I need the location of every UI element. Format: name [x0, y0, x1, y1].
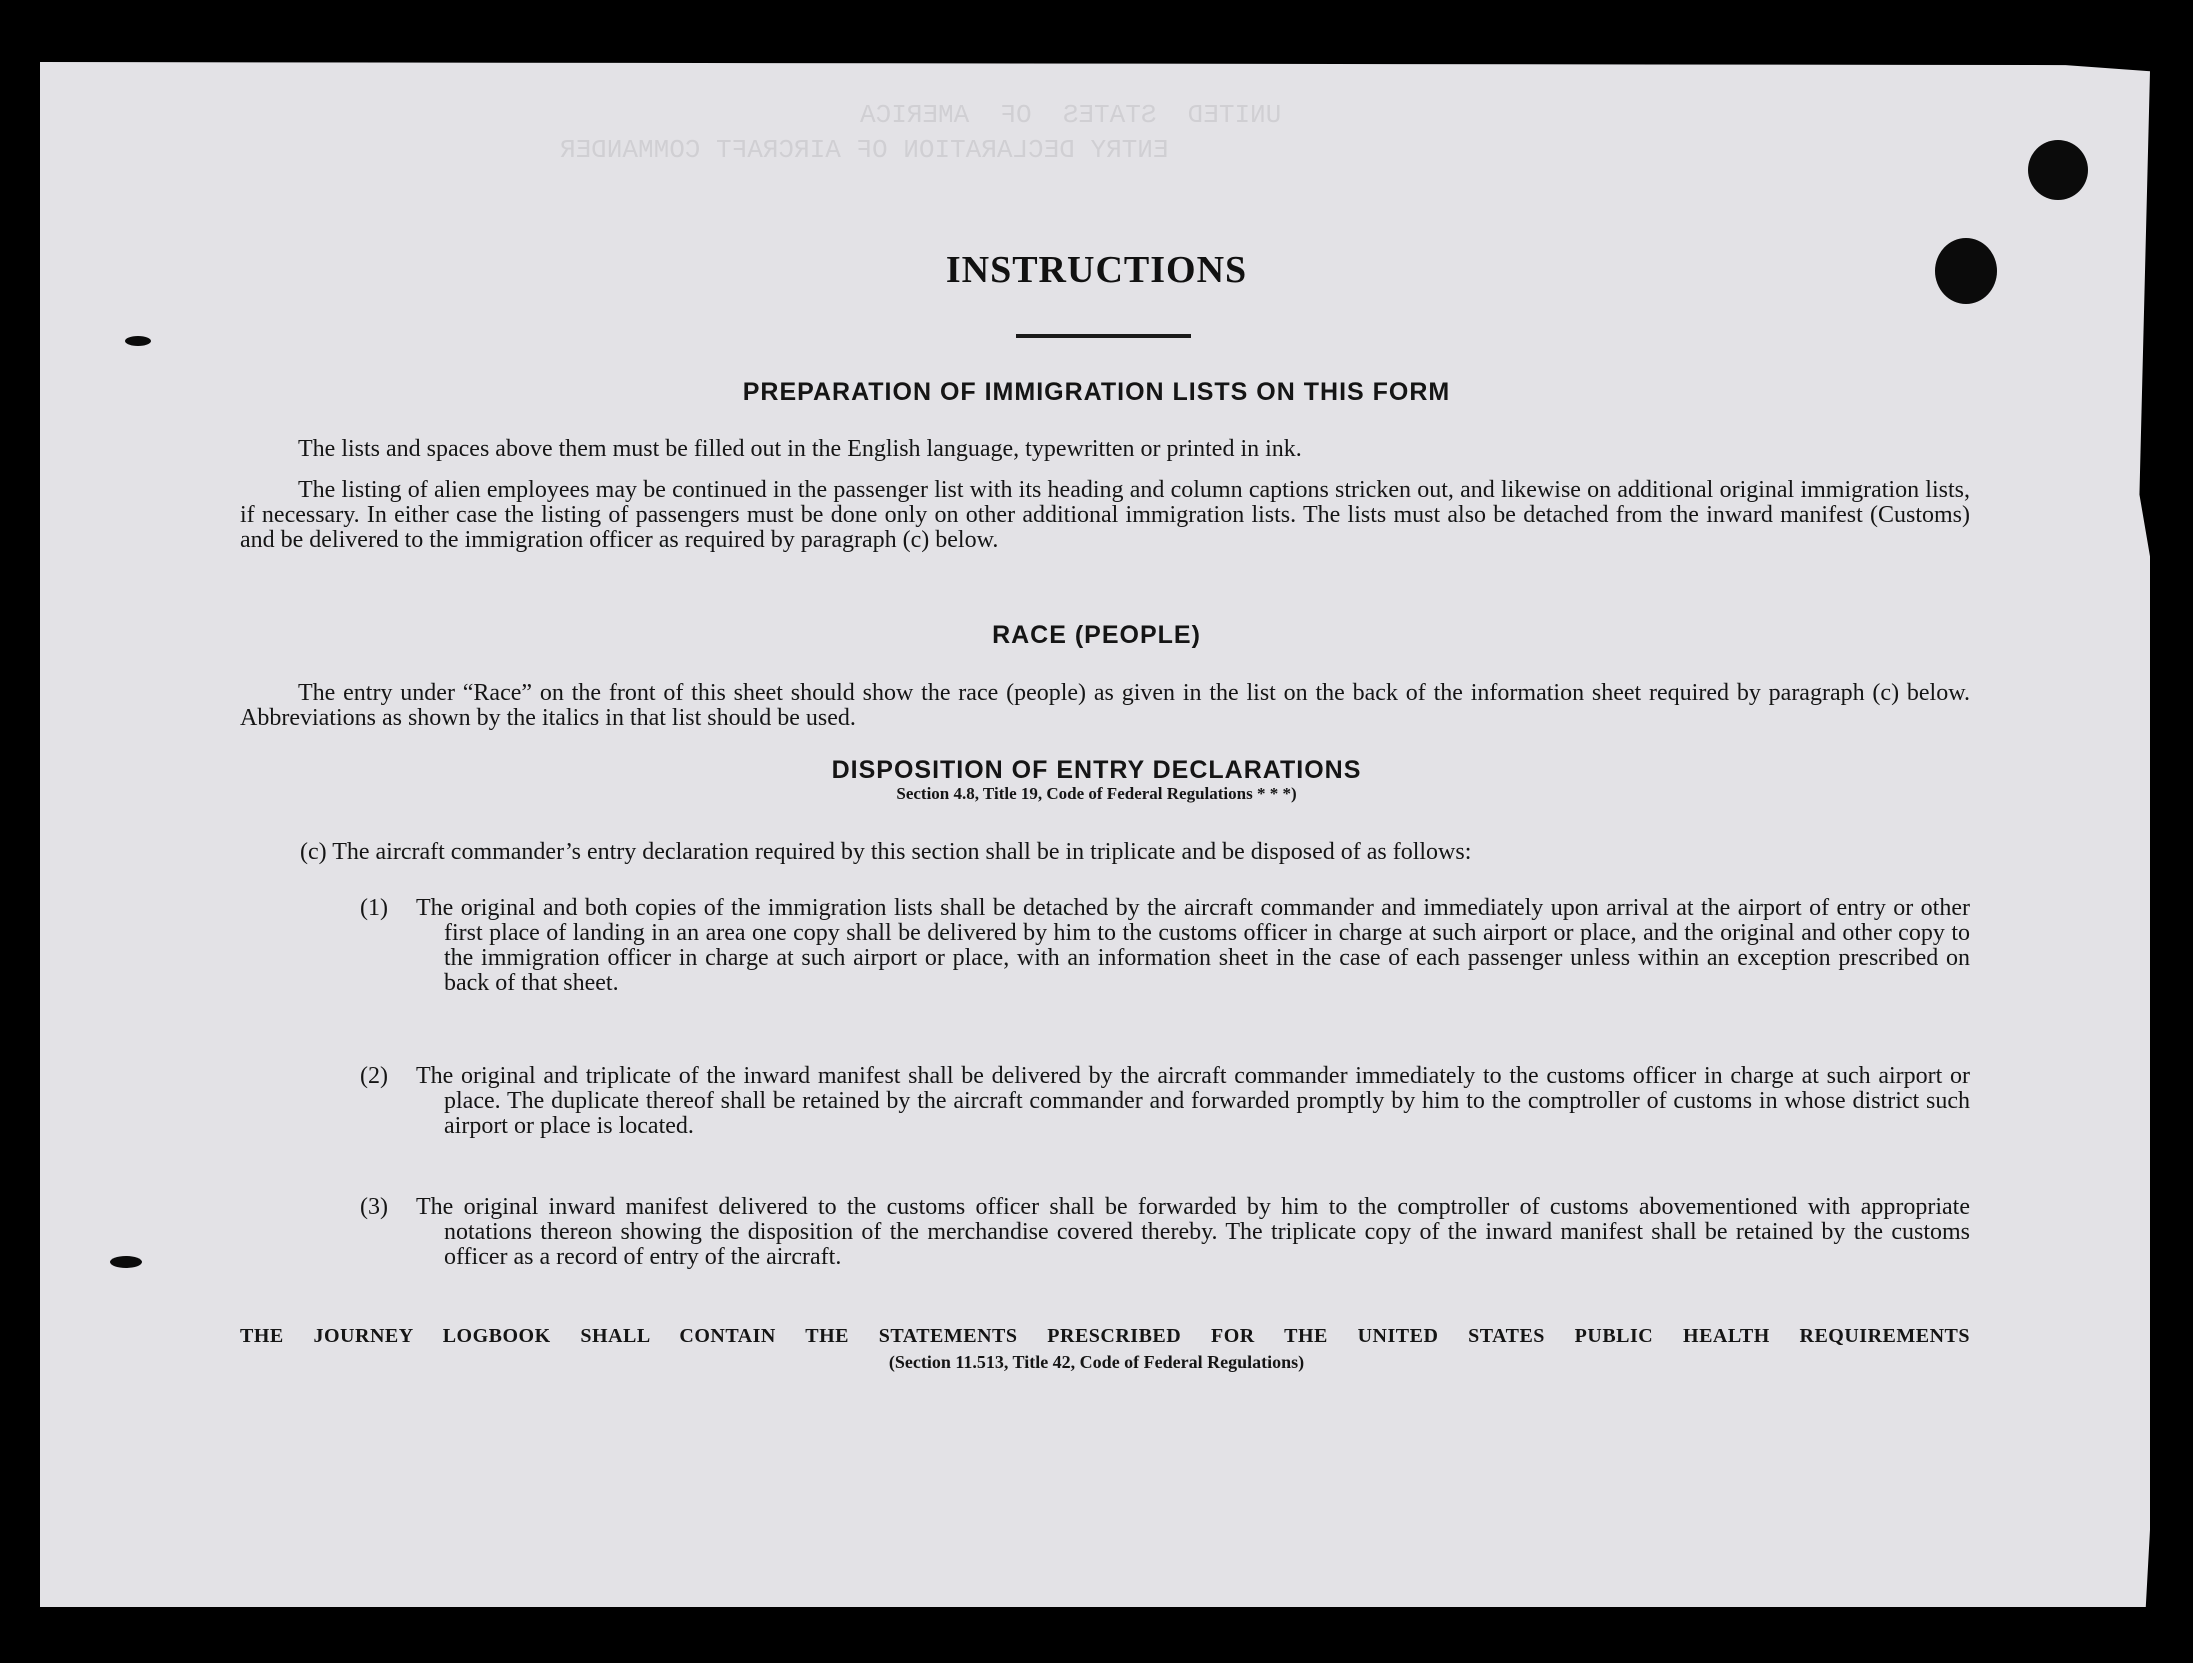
footer-requirement: THE JOURNEY LOGBOOK SHALL CONTAIN THE STATEMENTS PRESCRIBED FOR THE UNITED STATES PUBLIC HEALTH REQUIREMENTS: [240, 1325, 1970, 1347]
preparation-paragraph-2: The listing of alien employees may be continued in the passenger list with its heading and column captions stricken out, and likewise on additional original immigration lists, if necessary. In either case the listing of passengers must be done only on other additional immigration lists. The lists must also be detached from the inward manifest (Customs) and be delivered to the immigration officer as required by paragraph (c) below.: [240, 477, 1970, 553]
punch-hole-mark: [2028, 140, 2088, 200]
title-underline: [1016, 334, 1191, 338]
preparation-paragraph-1: The lists and spaces above them must be filled out in the English language, typewritten or printed in ink.: [298, 436, 1302, 462]
item-text: The original inward manifest delivered to the customs officer shall be forwarded by him to the comptroller of customs abovementioned with appropriate notations thereon showing the disposition of the merchandise covered thereby. The triplicate copy of the inward manifest shall be retained by the customs officer as a record of entry of the aircraft.: [416, 1194, 1970, 1270]
show-through-text-2: ENTRY DECLARATION OF AIRCRAFT COMMANDER: [560, 135, 1169, 165]
item-number: (3): [360, 1194, 388, 1220]
item-text: The original and both copies of the immigration lists shall be detached by the aircraft commander and immediately upon arrival at the airport of entry or other first place of landing in an area one copy shall be delivered by him to the customs officer in charge at such airport or place, and the original and other copy to the immigration officer in charge at such airport or place, with an information sheet in the case of each passenger unless within an exception prescribed on back of that sheet.: [416, 895, 1970, 996]
edge-mark: [110, 1256, 142, 1268]
section-heading-disposition: DISPOSITION OF ENTRY DECLARATIONS: [831, 756, 1362, 784]
footer-citation: (Section 11.513, Title 42, Code of Federal Regulations): [888, 1352, 1305, 1372]
disposition-item-3: [360, 1195, 1970, 1270]
item-number: (1): [360, 895, 388, 921]
item-text: The original and triplicate of the inward manifest shall be delivered by the aircraft commander immediately to the customs officer in charge at such airport or place. The duplicate thereof shall be retained by the aircraft commander and forwarded promptly by him to the comptroller of customs in whose district such airport or place is located.: [416, 1063, 1970, 1139]
disposition-citation: Section 4.8, Title 19, Code of Federal Regulations * * *): [896, 784, 1297, 803]
section-heading-race: RACE (PEOPLE): [992, 621, 1201, 649]
item-number: (2): [360, 1063, 388, 1089]
show-through-text: UNITED STATES OF AMERICA: [860, 100, 1282, 130]
document-sheet: [40, 62, 2150, 1607]
disposition-item-2: [360, 1064, 1970, 1139]
edge-mark: [125, 336, 151, 346]
section-heading-preparation: PREPARATION OF IMMIGRATION LISTS ON THIS FORM: [742, 378, 1451, 406]
page-title: INSTRUCTIONS: [945, 249, 1248, 291]
disposition-item-1: [360, 896, 1970, 996]
disposition-intro: (c) The aircraft commander’s entry declaration required by this section shall be in triplicate and be disposed of as follows:: [300, 839, 1472, 865]
race-paragraph: The entry under “Race” on the front of this sheet should show the race (people) as given in the list on the back of the information sheet required by paragraph (c) below. Abbreviations as shown by the italics in that list should be used.: [240, 680, 1970, 731]
